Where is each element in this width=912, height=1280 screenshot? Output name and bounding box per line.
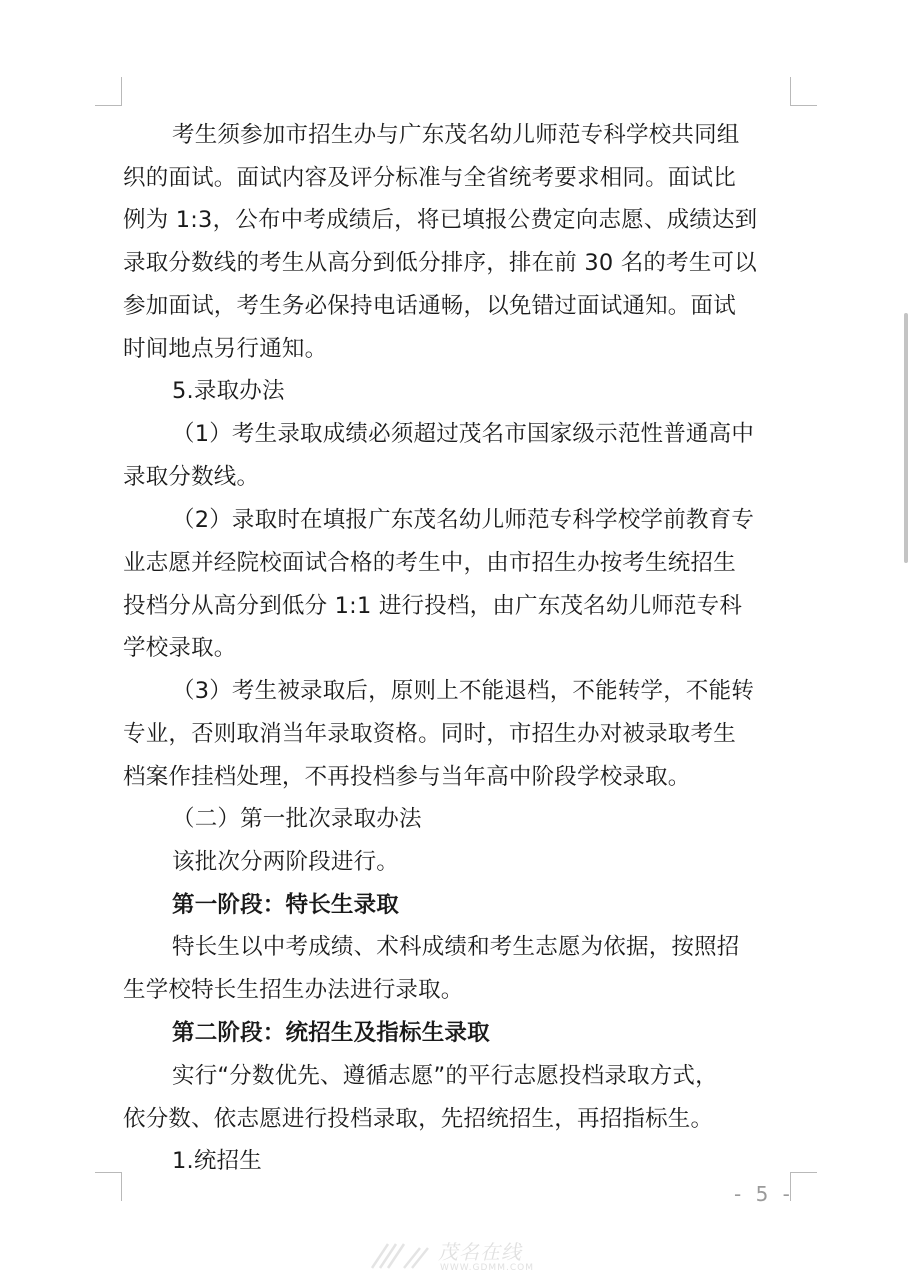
text-line: 例为 1:3，公布中考成绩后，将已填报公费定向志愿、成绩达到 xyxy=(123,207,758,233)
watermark-url: WWW.GDMM.COM xyxy=(440,1263,534,1273)
text-line: 投档分从高分到低分 1:1 进行投档，由广东茂名幼儿师范专科 xyxy=(123,593,743,619)
text-line: 录取分数线。 xyxy=(123,464,260,490)
section-heading: （二）第一批次录取办法 xyxy=(172,806,422,832)
section-heading: 1.统招生 xyxy=(172,1148,262,1174)
text-line: 档案作挂档处理，不再投档参与当年高中阶段学校录取。 xyxy=(123,764,691,790)
text-line: 生学校特长生招生办法进行录取。 xyxy=(123,977,464,1003)
watermark-text: 茂名在线 xyxy=(438,1240,522,1264)
text-line: 时间地点另行通知。 xyxy=(123,336,328,362)
text-line: 业志愿并经院校面试合格的考生中，由市招生办按考生统招生 xyxy=(123,550,736,576)
text-line: 考生须参加市招生办与广东茂名幼儿师范专科学校共同组 xyxy=(172,122,740,148)
text-line: 录取分数线的考生从高分到低分排序，排在前 30 名的考生可以 xyxy=(123,250,757,276)
text-line: （2）录取时在填报广东茂名幼儿师范专科学校学前教育专 xyxy=(172,507,755,533)
bold-heading: 第二阶段：统招生及指标生录取 xyxy=(172,1020,490,1046)
text-line: 参加面试，考生务必保持电话通畅，以免错过面试通知。面试 xyxy=(123,293,736,319)
text-line: 该批次分两阶段进行。 xyxy=(172,849,400,875)
text-line: （1）考生录取成绩必须超过茂名市国家级示范性普通高中 xyxy=(172,421,755,447)
bold-heading: 第一阶段：特长生录取 xyxy=(172,892,400,918)
text-line: 织的面试。面试内容及评分标准与全省统考要求相同。面试比 xyxy=(123,165,736,191)
text-line: 依分数、依志愿进行投档录取，先招统招生，再招指标生。 xyxy=(123,1106,714,1132)
corner-mark-top-left xyxy=(95,77,122,106)
text-line: 专业，否则取消当年录取资格。同时，市招生办对被录取考生 xyxy=(123,721,736,747)
text-line: 学校录取。 xyxy=(123,635,237,661)
page-number: - 5 - xyxy=(734,1182,794,1206)
corner-mark-top-right xyxy=(790,77,817,106)
section-heading: 5.录取办法 xyxy=(172,378,285,404)
text-line: 特长生以中考成绩、术科成绩和考生志愿为依据，按照招 xyxy=(172,934,740,960)
text-line: （3）考生被录取后，原则上不能退档，不能转学，不能转 xyxy=(172,678,755,704)
watermark-logo-icon xyxy=(368,1236,432,1276)
vertical-scrollbar[interactable] xyxy=(904,313,908,563)
text-line: 实行“分数优先、遵循志愿”的平行志愿投档录取方式， xyxy=(172,1063,718,1089)
watermark xyxy=(368,1236,560,1276)
